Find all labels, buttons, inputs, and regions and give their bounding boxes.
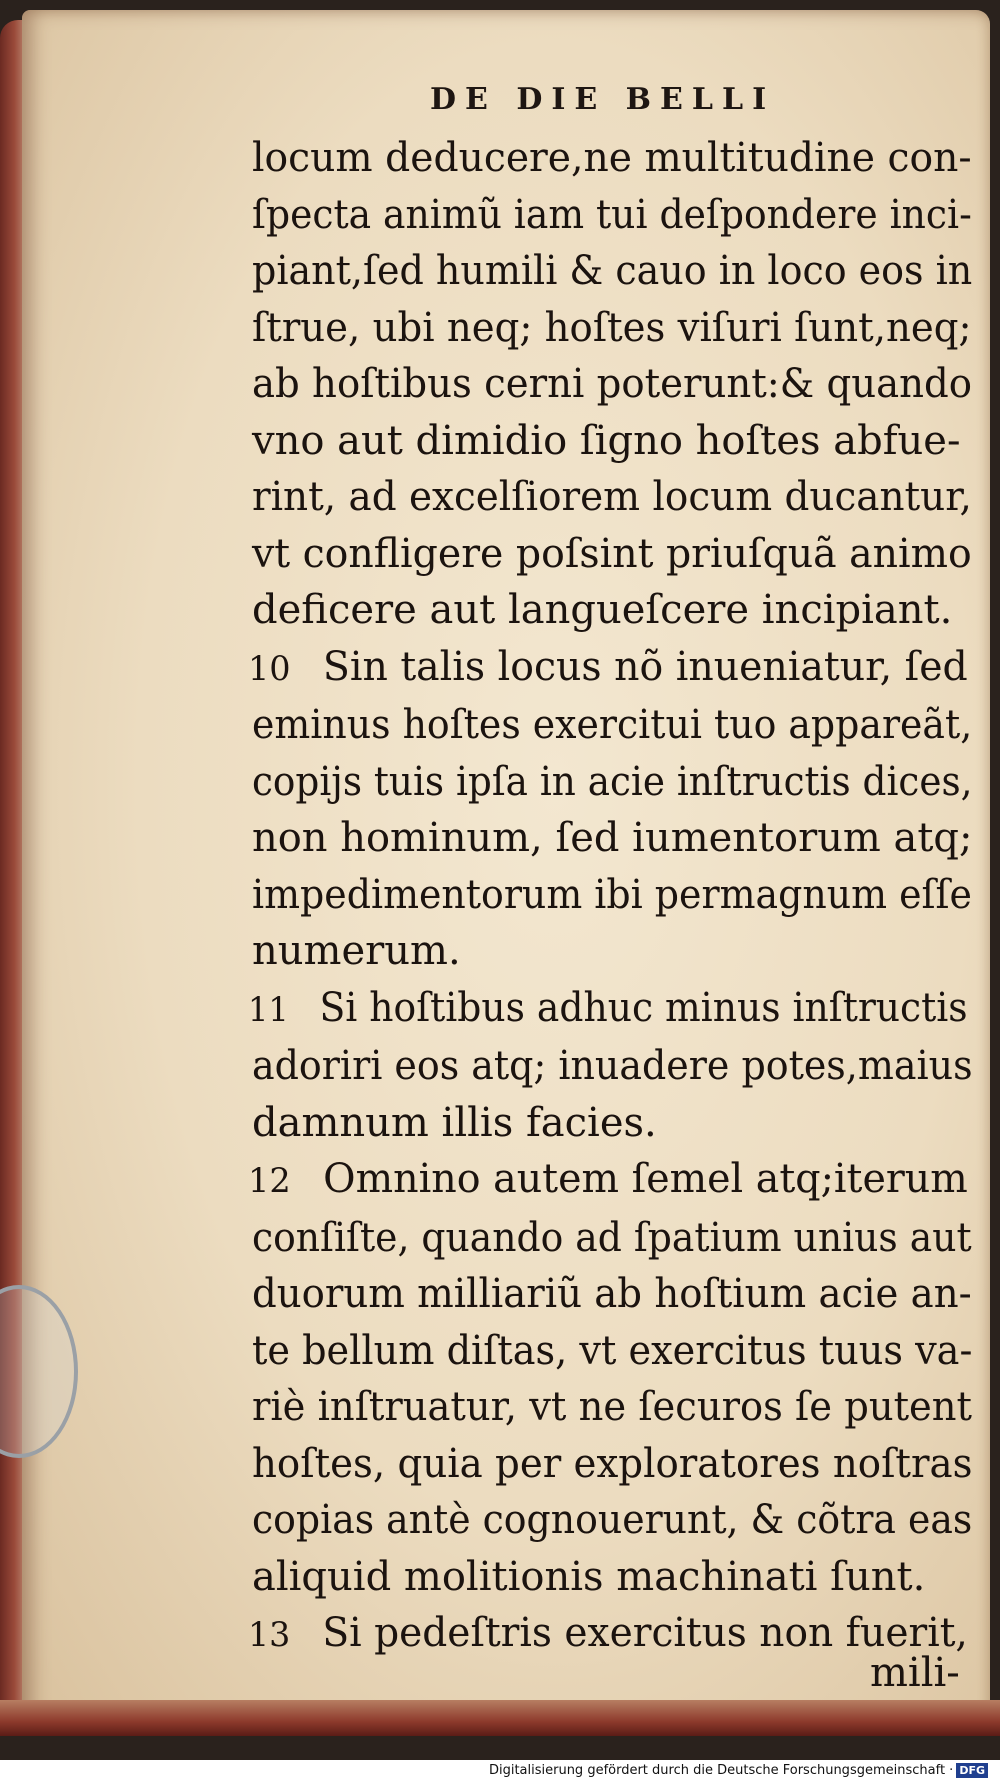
text-line xyxy=(252,1266,972,1323)
text-line xyxy=(248,639,968,698)
text-line xyxy=(248,1151,968,1210)
book-bottom-edge xyxy=(0,1700,1000,1736)
line-text: non hominum, ſed iumentorum atq; xyxy=(252,815,973,861)
text-line xyxy=(248,980,968,1039)
text-line xyxy=(252,1095,972,1152)
line-text: Si pedeſtris exercitus non fuerit, xyxy=(322,1610,968,1656)
catchword: mili- xyxy=(870,1650,960,1696)
line-text: impedimentorum ibi permagnum eſſe xyxy=(252,871,972,918)
line-text: ſpecta animũ iam tui deſpondere inci- xyxy=(252,191,972,238)
line-text: eminus hoſtes exercitui tuo appareãt, xyxy=(252,702,973,748)
line-text: te bellum diſtas, vt exercitus tuus va- xyxy=(252,1327,973,1374)
line-text: ſtrue, ubi neq; hoſtes viſuri ſunt,neq; xyxy=(252,304,972,351)
text-line xyxy=(252,356,973,413)
line-text: riè inſtruatur, vt ne ſecuros ſe putent xyxy=(252,1384,972,1430)
line-text: damnum illis facies. xyxy=(252,1099,657,1146)
text-line xyxy=(252,526,972,583)
line-text: ab hoſtibus cerni poterunt:& quando xyxy=(252,361,973,407)
line-text: deficere aut langueſcere incipiant. xyxy=(252,587,953,633)
line-text: rint, ad excelſiorem locum ducantur, xyxy=(252,474,972,520)
paragraph-number: 13 xyxy=(248,1615,291,1655)
line-text: vno aut dimidio ſigno hoſtes abfue- xyxy=(252,417,961,464)
line-text: conſiſte, quando ad ſpatium unius aut xyxy=(252,1214,972,1261)
text-line xyxy=(252,1210,972,1267)
text-line xyxy=(252,1379,972,1436)
text-line xyxy=(252,130,972,187)
text-line xyxy=(252,243,973,300)
text-line xyxy=(252,754,973,811)
text-line xyxy=(252,697,973,754)
dfg-logo: DFG xyxy=(956,1763,988,1778)
funding-notice-text: Digitalisierung gefördert durch die Deutsche Forschungsgemeinschaft · xyxy=(488,1763,954,1778)
text-line xyxy=(252,867,972,924)
paragraph-number: 12 xyxy=(248,1161,291,1201)
text-line xyxy=(248,1605,968,1664)
line-text: vt confligere poſsint priuſquã animo xyxy=(252,530,972,577)
funding-notice xyxy=(489,1763,988,1778)
text-line xyxy=(252,1492,973,1549)
text-line xyxy=(252,1549,972,1606)
paragraph-number: 11 xyxy=(248,989,289,1030)
line-text: copias antè cognouerunt, & cõtra eas xyxy=(252,1497,973,1543)
text-line xyxy=(252,187,972,244)
line-text: adoriri eos atq; inuadere potes,maius xyxy=(252,1043,973,1089)
line-text: hoſtes, quia per exploratores noſtras xyxy=(252,1440,973,1487)
text-line xyxy=(252,469,972,526)
line-text: aliquid molitionis machinati ſunt. xyxy=(252,1553,926,1600)
running-head: DE DIE BELLI xyxy=(430,82,776,117)
text-line xyxy=(252,923,972,980)
footer-bar xyxy=(0,1760,1000,1784)
line-text: numerum. xyxy=(252,928,461,974)
paragraph-number: 10 xyxy=(248,648,291,689)
text-line xyxy=(252,1436,973,1493)
line-text: copijs tuis ipſa in acie inſtructis dices, xyxy=(252,758,973,805)
text-line xyxy=(252,810,971,867)
line-text: Omnino autem ſemel atq;iterum xyxy=(323,1156,968,1202)
line-text: Si hoſtibus adhuc minus inſtructis xyxy=(319,984,968,1031)
line-text: duorum milliariũ ab hoſtium acie an- xyxy=(252,1271,972,1317)
text-line xyxy=(252,413,972,470)
body-text xyxy=(248,130,973,1664)
text-line xyxy=(252,582,972,639)
line-text: Sin talis locus nõ inueniatur, ſed xyxy=(322,643,968,690)
text-line xyxy=(252,1038,973,1095)
line-text: locum deducere,ne multitudine con- xyxy=(252,135,972,181)
text-line xyxy=(252,1323,973,1380)
line-text: piant,ſed humili & cauo in loco eos in xyxy=(252,248,973,294)
text-line xyxy=(252,300,972,357)
